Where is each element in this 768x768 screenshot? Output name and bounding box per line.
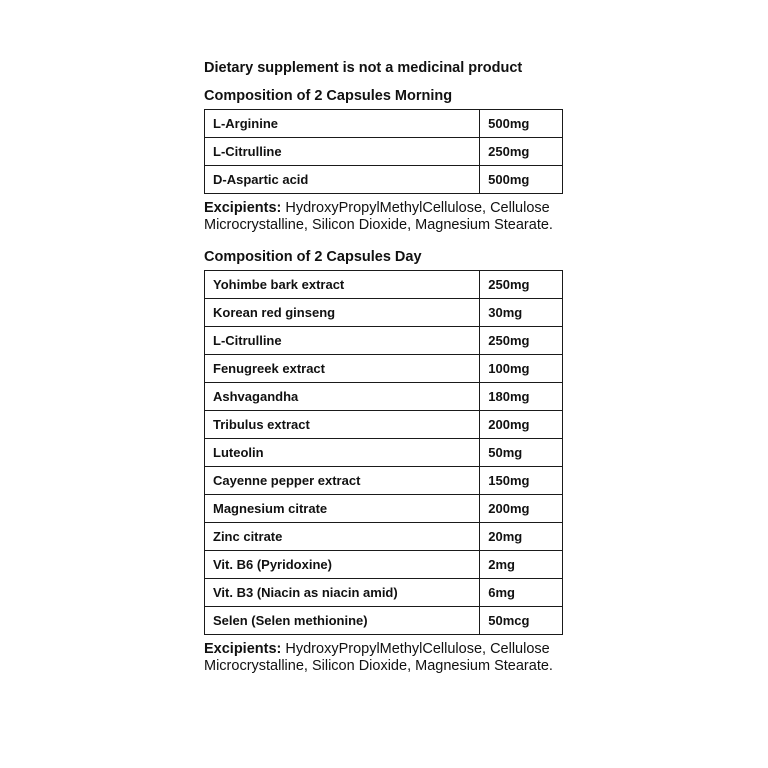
table-row — [205, 138, 563, 166]
ingredient-amount: 500mg — [480, 110, 563, 138]
day-excipients-text: HydroxyPropylMethylCellulose, Cellulose Microcrystalline, Silicon Dioxide, Magnesium Stearate. — [204, 641, 553, 674]
ingredient-name: Tribulus extract — [205, 411, 480, 439]
ingredient-name: L-Citrulline — [205, 327, 480, 355]
day-excipients — [204, 641, 554, 674]
supplement-label — [204, 58, 574, 674]
ingredient-name: L-Citrulline — [205, 138, 480, 166]
morning-composition-title: Composition of 2 Capsules Morning — [204, 88, 453, 104]
table-row — [205, 383, 563, 411]
table-row — [205, 110, 563, 138]
ingredient-name: Luteolin — [205, 439, 480, 467]
ingredient-amount: 2mg — [480, 551, 563, 579]
ingredient-name: Fenugreek extract — [205, 355, 480, 383]
disclaimer-text: Dietary supplement is not a medicinal product — [204, 60, 523, 76]
ingredient-amount: 180mg — [480, 383, 563, 411]
morning-excipients-text: HydroxyPropylMethylCellulose, Cellulose Microcrystalline, Silicon Dioxide, Magnesium Stearate. — [204, 200, 553, 233]
ingredient-amount: 20mg — [480, 523, 563, 551]
table-row — [205, 607, 563, 635]
table-row — [205, 495, 563, 523]
table-row — [205, 355, 563, 383]
ingredient-amount: 250mg — [480, 271, 563, 299]
ingredient-name: L-Arginine — [205, 110, 480, 138]
ingredient-name: Vit. B3 (Niacin as niacin amid) — [205, 579, 480, 607]
ingredient-amount: 150mg — [480, 467, 563, 495]
ingredient-amount: 50mg — [480, 439, 563, 467]
ingredient-name: Zinc citrate — [205, 523, 480, 551]
ingredient-amount: 250mg — [480, 138, 563, 166]
ingredient-name: Ashvagandha — [205, 383, 480, 411]
morning-composition-table — [204, 109, 563, 194]
ingredient-name: Vit. B6 (Pyridoxine) — [205, 551, 480, 579]
morning-excipients — [204, 200, 554, 233]
table-row — [205, 327, 563, 355]
ingredient-amount: 500mg — [480, 166, 563, 194]
ingredient-amount: 200mg — [480, 495, 563, 523]
ingredient-amount: 6mg — [480, 579, 563, 607]
ingredient-name: Yohimbe bark extract — [205, 271, 480, 299]
ingredient-amount: 100mg — [480, 355, 563, 383]
day-composition-table — [204, 270, 563, 635]
table-row — [205, 271, 563, 299]
ingredient-amount: 30mg — [480, 299, 563, 327]
table-row — [205, 523, 563, 551]
table-row — [205, 299, 563, 327]
day-composition-rows — [205, 271, 563, 635]
table-row — [205, 551, 563, 579]
ingredient-name: Magnesium citrate — [205, 495, 480, 523]
table-row — [205, 439, 563, 467]
table-row — [205, 411, 563, 439]
table-row — [205, 467, 563, 495]
day-excipients-label: Excipients: — [204, 641, 282, 657]
ingredient-amount: 50mcg — [480, 607, 563, 635]
morning-excipients-label: Excipients: — [204, 200, 282, 216]
morning-composition-rows — [205, 110, 563, 194]
ingredient-name: Selen (Selen methionine) — [205, 607, 480, 635]
ingredient-amount: 200mg — [480, 411, 563, 439]
table-row — [205, 166, 563, 194]
ingredient-name: Cayenne pepper extract — [205, 467, 480, 495]
table-row — [205, 579, 563, 607]
ingredient-name: Korean red ginseng — [205, 299, 480, 327]
ingredient-name: D-Aspartic acid — [205, 166, 480, 194]
ingredient-amount: 250mg — [480, 327, 563, 355]
day-composition-title: Composition of 2 Capsules Day — [204, 249, 422, 265]
